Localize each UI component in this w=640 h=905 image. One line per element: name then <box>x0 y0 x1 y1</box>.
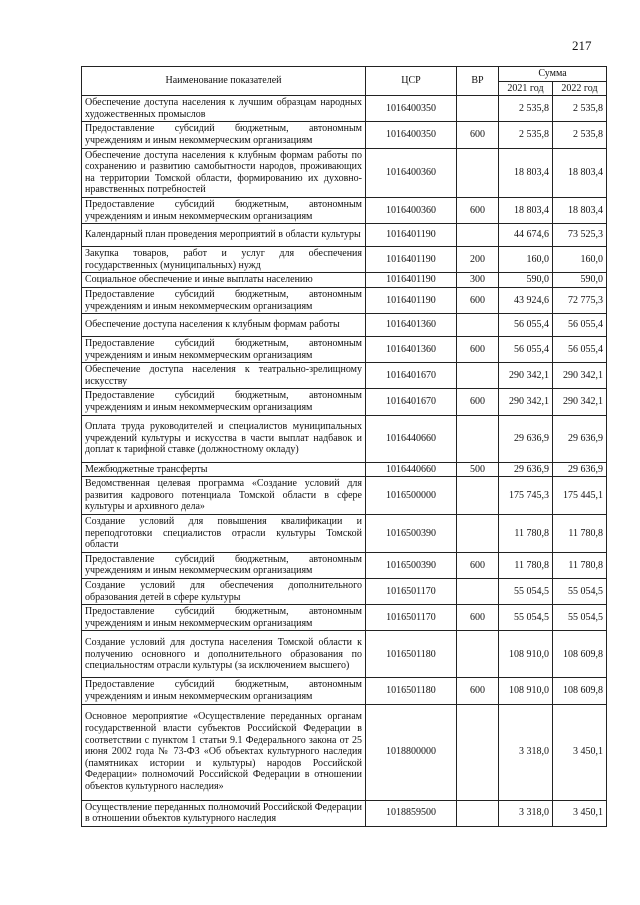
row-sum-2021: 18 803,4 <box>499 148 553 197</box>
row-sum-2021: 18 803,4 <box>499 197 553 223</box>
row-csr: 1018800000 <box>366 704 457 800</box>
row-sum-2021: 29 636,9 <box>499 462 553 477</box>
table-row <box>82 273 607 288</box>
row-name: Предоставление субсидий бюджетным, автономным учреждениям и иным некоммерческим организациям <box>82 197 366 223</box>
row-name: Предоставление субсидий бюджетным, автономным учреждениям и иным некоммерческим организациям <box>82 605 366 631</box>
table-row <box>82 579 607 605</box>
row-name: Осуществление переданных полномочий Российской Федерации в отношении объектов культурного наследия <box>82 800 366 826</box>
row-sum-2022: 56 055,4 <box>553 337 607 363</box>
row-vr <box>457 148 499 197</box>
row-sum-2021: 2 535,8 <box>499 122 553 148</box>
row-sum-2022: 56 055,4 <box>553 314 607 337</box>
row-sum-2021: 44 674,6 <box>499 224 553 247</box>
row-csr: 1016501180 <box>366 678 457 704</box>
row-csr: 1016440660 <box>366 415 457 462</box>
row-sum-2021: 2 535,8 <box>499 96 553 122</box>
row-vr <box>457 224 499 247</box>
table-row <box>82 122 607 148</box>
row-sum-2022: 3 450,1 <box>553 800 607 826</box>
table-row <box>82 389 607 415</box>
row-sum-2021: 108 910,0 <box>499 678 553 704</box>
page-number: 217 <box>572 38 592 53</box>
row-name: Обеспечение доступа населения к театрально-зрелищному искусству <box>82 363 366 389</box>
row-csr: 1016401190 <box>366 224 457 247</box>
row-sum-2021: 11 780,8 <box>499 515 553 553</box>
row-name: Календарный план проведения мероприятий в области культуры <box>82 224 366 247</box>
row-sum-2021: 108 910,0 <box>499 631 553 678</box>
row-name: Предоставление субсидий бюджетным, автономным учреждениям и иным некоммерческим организациям <box>82 678 366 704</box>
table-row <box>82 247 607 273</box>
header-year-2021: 2021 год <box>499 81 553 96</box>
row-vr <box>457 579 499 605</box>
row-sum-2022: 2 535,8 <box>553 96 607 122</box>
row-sum-2022: 2 535,8 <box>553 122 607 148</box>
row-name: Предоставление субсидий бюджетным, автономным учреждениям и иным некоммерческим организациям <box>82 389 366 415</box>
row-vr <box>457 515 499 553</box>
table-row <box>82 462 607 477</box>
table-row <box>82 415 607 462</box>
row-sum-2022: 18 803,4 <box>553 148 607 197</box>
row-name: Основное мероприятие «Осуществление переданных органам государственной власти субъектов Российской Федерации в соответствии с пунктом 1 статьи 9.1 Федерального закона от 25 июня 2002 года № 73-ФЗ «Об объектах культурного наследия (памятниках истории и культуры) народов Российской Федерации» полномочий Российской Федерации в отношении объектов культурного наследия» <box>82 704 366 800</box>
row-sum-2021: 55 054,5 <box>499 605 553 631</box>
row-vr <box>457 415 499 462</box>
table-row <box>82 287 607 313</box>
row-sum-2022: 29 636,9 <box>553 462 607 477</box>
table-row <box>82 800 607 826</box>
header-year-2022: 2022 год <box>553 81 607 96</box>
row-name: Создание условий для обеспечения дополнительного образования детей в сфере культуры <box>82 579 366 605</box>
row-sum-2022: 3 450,1 <box>553 704 607 800</box>
row-vr: 600 <box>457 337 499 363</box>
row-vr: 600 <box>457 122 499 148</box>
row-sum-2021: 56 055,4 <box>499 337 553 363</box>
row-sum-2022: 590,0 <box>553 273 607 288</box>
row-name: Ведомственная целевая программа «Создание условий для развития кадрового потенциала Томской области в сфере культуры и архивного дела» <box>82 477 366 515</box>
row-vr <box>457 477 499 515</box>
table-row <box>82 552 607 578</box>
table-row <box>82 224 607 247</box>
row-name: Обеспечение доступа населения к клубным формам работы <box>82 314 366 337</box>
row-sum-2021: 290 342,1 <box>499 363 553 389</box>
row-csr: 1016401670 <box>366 363 457 389</box>
row-vr <box>457 314 499 337</box>
row-csr: 1016500390 <box>366 552 457 578</box>
row-sum-2021: 11 780,8 <box>499 552 553 578</box>
table-row <box>82 96 607 122</box>
row-csr: 1016400350 <box>366 96 457 122</box>
row-name: Оплата труда руководителей и специалистов муниципальных учреждений культуры и искусства в части выплат надбавок и доплат к тарифной ставке (должностному окладу) <box>82 415 366 462</box>
row-csr: 1016440660 <box>366 462 457 477</box>
row-sum-2022: 73 525,3 <box>553 224 607 247</box>
row-sum-2021: 56 055,4 <box>499 314 553 337</box>
row-vr: 600 <box>457 389 499 415</box>
row-sum-2021: 590,0 <box>499 273 553 288</box>
row-vr: 200 <box>457 247 499 273</box>
row-name: Обеспечение доступа населения к лучшим образцам народных художественных промыслов <box>82 96 366 122</box>
row-sum-2022: 18 803,4 <box>553 197 607 223</box>
header-vr: ВР <box>457 67 499 96</box>
row-sum-2022: 55 054,5 <box>553 605 607 631</box>
row-sum-2021: 43 924,6 <box>499 287 553 313</box>
row-sum-2021: 160,0 <box>499 247 553 273</box>
row-sum-2022: 290 342,1 <box>553 389 607 415</box>
row-sum-2022: 55 054,5 <box>553 579 607 605</box>
row-vr <box>457 704 499 800</box>
row-sum-2022: 160,0 <box>553 247 607 273</box>
row-csr: 1016500000 <box>366 477 457 515</box>
header-name: Наименование показателей <box>82 67 366 96</box>
table-row <box>82 477 607 515</box>
row-vr <box>457 96 499 122</box>
row-name: Создание условий для повышения квалификации и переподготовки специалистов отрасли культуры Томской области <box>82 515 366 553</box>
row-name: Создание условий для доступа населения Томской области к получению основного и дополнительного образования по специальностям отрасли культуры (за исключением высшего) <box>82 631 366 678</box>
row-csr: 1016400350 <box>366 122 457 148</box>
row-vr: 500 <box>457 462 499 477</box>
table-row <box>82 678 607 704</box>
row-csr: 1016401190 <box>366 273 457 288</box>
row-csr: 1016401670 <box>366 389 457 415</box>
row-sum-2021: 3 318,0 <box>499 800 553 826</box>
row-csr: 1016501180 <box>366 631 457 678</box>
row-sum-2022: 175 445,1 <box>553 477 607 515</box>
row-csr: 1016401190 <box>366 247 457 273</box>
row-sum-2021: 29 636,9 <box>499 415 553 462</box>
row-sum-2021: 3 318,0 <box>499 704 553 800</box>
row-name: Предоставление субсидий бюджетным, автономным учреждениям и иным некоммерческим организациям <box>82 122 366 148</box>
row-sum-2021: 55 054,5 <box>499 579 553 605</box>
row-name: Межбюджетные трансферты <box>82 462 366 477</box>
row-sum-2022: 108 609,8 <box>553 678 607 704</box>
row-csr: 1016501170 <box>366 605 457 631</box>
row-vr <box>457 363 499 389</box>
row-vr: 600 <box>457 605 499 631</box>
row-sum-2021: 175 745,3 <box>499 477 553 515</box>
row-sum-2022: 290 342,1 <box>553 363 607 389</box>
row-csr: 1016500390 <box>366 515 457 553</box>
table-row <box>82 148 607 197</box>
row-name: Предоставление субсидий бюджетным, автономным учреждениям и иным некоммерческим организациям <box>82 337 366 363</box>
row-name: Обеспечение доступа населения к клубным формам работы по сохранению и развитию самобытности народов, проживающих на территории Томской области, формированию их духовно-нравственных потребностей <box>82 148 366 197</box>
row-csr: 1016400360 <box>366 148 457 197</box>
row-csr: 1016401360 <box>366 337 457 363</box>
row-csr: 1016400360 <box>366 197 457 223</box>
table-row <box>82 363 607 389</box>
row-sum-2021: 290 342,1 <box>499 389 553 415</box>
row-sum-2022: 29 636,9 <box>553 415 607 462</box>
table-row <box>82 631 607 678</box>
header-csr: ЦСР <box>366 67 457 96</box>
row-csr: 1016501170 <box>366 579 457 605</box>
row-sum-2022: 11 780,8 <box>553 552 607 578</box>
table-row <box>82 515 607 553</box>
budget-table <box>81 66 607 827</box>
row-csr: 1018859500 <box>366 800 457 826</box>
table-row <box>82 704 607 800</box>
row-vr: 600 <box>457 552 499 578</box>
row-csr: 1016401190 <box>366 287 457 313</box>
row-name: Предоставление субсидий бюджетным, автономным учреждениям и иным некоммерческим организациям <box>82 287 366 313</box>
table-row <box>82 197 607 223</box>
row-vr <box>457 631 499 678</box>
row-vr <box>457 800 499 826</box>
row-sum-2022: 72 775,3 <box>553 287 607 313</box>
row-vr: 600 <box>457 287 499 313</box>
row-sum-2022: 108 609,8 <box>553 631 607 678</box>
table-row <box>82 605 607 631</box>
row-vr: 300 <box>457 273 499 288</box>
row-name: Закупка товаров, работ и услуг для обеспечения государственных (муниципальных) нужд <box>82 247 366 273</box>
row-vr: 600 <box>457 197 499 223</box>
row-name: Предоставление субсидий бюджетным, автономным учреждениям и иным некоммерческим организациям <box>82 552 366 578</box>
row-name: Социальное обеспечение и иные выплаты населению <box>82 273 366 288</box>
header-sum: Сумма <box>499 67 607 82</box>
row-csr: 1016401360 <box>366 314 457 337</box>
row-sum-2022: 11 780,8 <box>553 515 607 553</box>
row-vr: 600 <box>457 678 499 704</box>
table-row <box>82 314 607 337</box>
table-row <box>82 337 607 363</box>
